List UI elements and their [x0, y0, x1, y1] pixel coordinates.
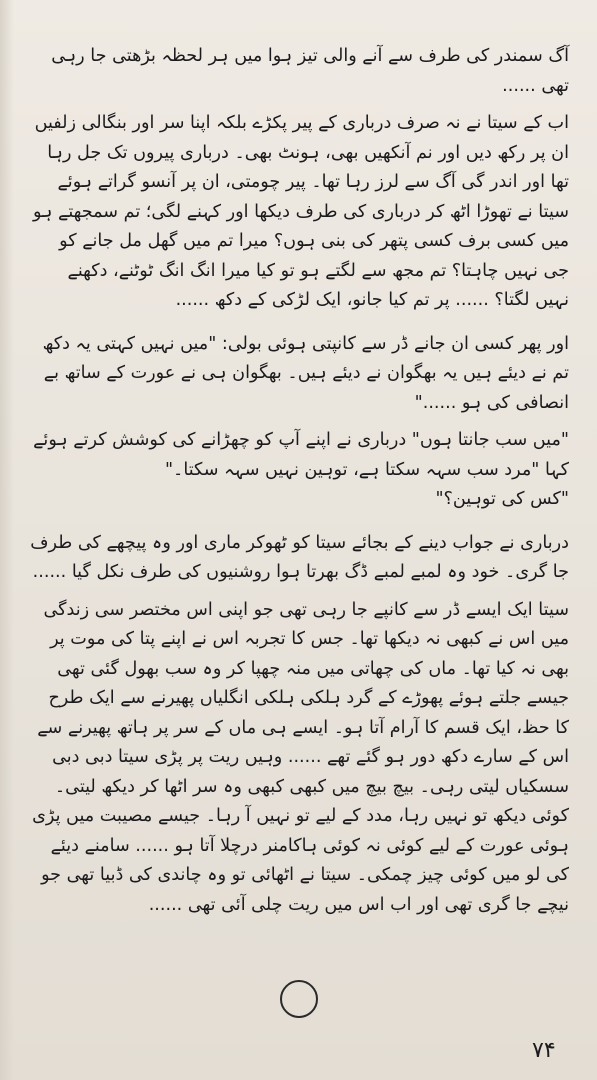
- section-end-circle-icon: [280, 980, 318, 1018]
- page-number: ۷۴: [532, 1038, 556, 1063]
- paragraph-4: "میں سب جانتا ہوں" درباری نے اپنے آپ کو چھڑانے کی کوشش کرتے ہوئے کہا "مرد سب سہہ سکتا ہے، توہین نہیں سہہ سکتا۔": [33, 430, 569, 480]
- page-text: [30, 42, 569, 920]
- paragraph-3: اور پھر کسی ان جانے ڈر سے کانپتی ہوئی بولی: "میں نہیں کہتی یہ دکھ تم نے دیئے ہیں یہ بھگوان نے دیئے ہیں۔ بھگوان ہی نے عورت کے ساتھ بے انصافی کی ہو ......": [42, 333, 569, 413]
- paragraph-6: درباری نے جواب دینے کے بجائے سیتا کو ٹھوکر ماری اور وہ پیچھے کی طرف جا گری۔ خود وہ لمبے لمبے ڈگ بھرتا ہوا روشنیوں کی طرف نکل گیا ......: [30, 532, 569, 582]
- paragraph-5: "کس کی توہین؟": [435, 489, 569, 509]
- paragraph-2: اب کے سیتا نے نہ صرف درباری کے پیر پکڑے بلکہ اپنا سر اور بنگالی زلفیں ان پر رکھ دیں اور نم آنکھیں بھی، ہونٹ بھی۔ درباری پیروں تک جل رہا تھا اور اندر گی آگ سے لرز رہا تھا۔ پیر چومتی، ان پر آنسو گراتے ہوئے سیتا نے تھوڑا اٹھ کر درباری کی طرف دیکھا اور کہنے لگی؛ تم سمجھتے ہو میں کسی برف کسی پتھر کی بنی ہوں؟ میرا تم میں گھل مل جانے کو جی نہیں چاہتا؟ تم مجھ سے لگتے ہو تو کیا میرا انگ انگ ٹوٹنے، دکھنے نہیں لگتا؟ ...... پر تم کیا جانو، ایک لڑکی کے دکھ ......: [33, 113, 569, 310]
- paragraph-7: سیتا ایک ایسے ڈر سے کانپے جا رہی تھی جو اپنی اس مختصر سی زندگی میں اس نے کبھی نہ دیکھا تھا۔ جس کا تجربہ اس نے اپنے پتا کی موت پر بھی نہ کیا تھا۔ ماں کی چھاتی میں منہ چھپا کر وہ سب بھول گئی تھی جیسے جلتے ہوئے پھوڑے کے گرد ہلکی ہلکی انگلیاں پھیرنے سے ایک طرح کا حظ، ایک قسم کا آرام آتا ہو۔ ایسے ہی ماں کے سر پر ہاتھ پھیرنے سے اس کے سارے دکھ دور ہو گئے تھے ...... وہیں ریت پر پڑی سیتا دبی دبی سسکیاں لیتی رہی۔ بیچ بیچ میں کبھی کبھی وہ سر اٹھا کر دیکھ لیتی۔ کوئی دیکھ تو نہیں رہا، مدد کے لیے تو نہیں آ رہا۔ جیسے مصیبت میں پڑی ہوئی عورت کے لیے کوئی نہ کوئی ہاکامنر درچلا آتا ہو ...... سامنے دیئے کی لو میں کوئی چیز چمکی۔ سیتا نے اٹھائی تو وہ چاندی کی ڈبیا تھی جو نیچے جا گری تھی اور اب اس میں ریت چلی آئی تھی ......: [32, 599, 569, 915]
- paragraph-1: آگ سمندر کی طرف سے آنے والی تیز ہوا میں ہر لحظہ بڑھتی جا رہی تھی ......: [51, 46, 569, 96]
